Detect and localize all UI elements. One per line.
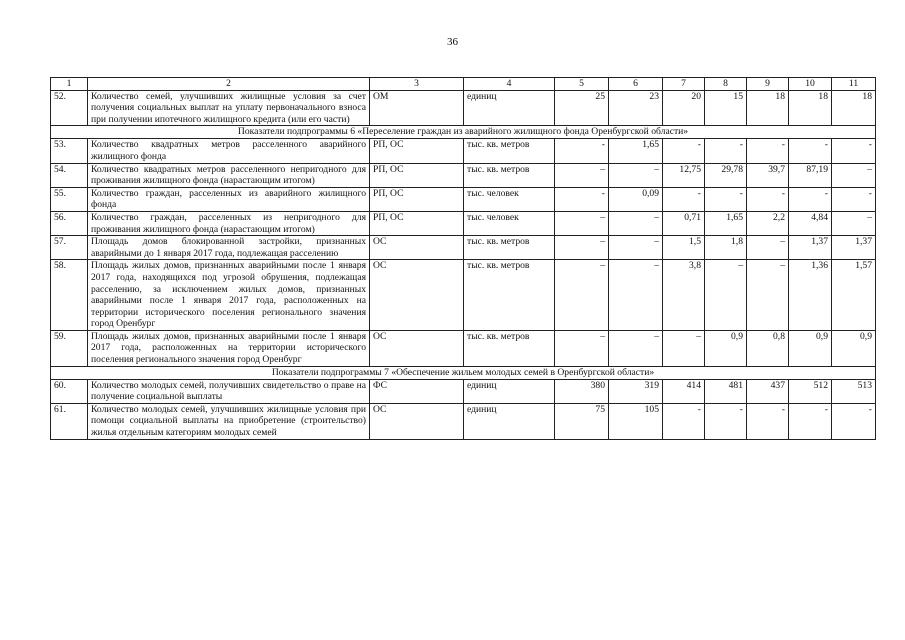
table-row	[51, 139, 876, 163]
column-number: 9	[747, 78, 789, 91]
data-source: РП, ОС	[370, 187, 464, 211]
value-cell: 1,37	[789, 236, 832, 260]
value-cell: 20	[663, 90, 705, 126]
value-cell: -	[705, 139, 747, 163]
value-cell: –	[609, 163, 663, 187]
column-number: 10	[789, 78, 832, 91]
unit-of-measure: единиц	[464, 403, 555, 439]
value-cell: -	[832, 403, 876, 439]
value-cell: –	[609, 236, 663, 260]
data-source: РП, ОС	[370, 163, 464, 187]
table-row	[51, 403, 876, 439]
indicator-name: Количество квадратных метров расселенного непригодного для проживания жилищного фонда (нарастающим итогом)	[88, 163, 370, 187]
table-row	[51, 163, 876, 187]
section-title: Показатели подпрограммы 6 «Переселение граждан из аварийного жилищного фонда Оренбургской области»	[51, 126, 876, 139]
section-title: Показатели подпрограммы 7 «Обеспечение жильем молодых семей в Оренбургской области»	[51, 366, 876, 379]
column-number: 11	[832, 78, 876, 91]
value-cell: 380	[555, 379, 609, 403]
unit-of-measure: тыс. кв. метров	[464, 163, 555, 187]
value-cell: 1,65	[609, 139, 663, 163]
value-cell: 512	[789, 379, 832, 403]
value-cell: –	[832, 211, 876, 235]
value-cell: -	[789, 139, 832, 163]
value-cell: 23	[609, 90, 663, 126]
value-cell: 0,9	[789, 330, 832, 366]
value-cell: -	[555, 187, 609, 211]
row-number: 55.	[51, 187, 88, 211]
value-cell: 0,09	[609, 187, 663, 211]
column-number: 5	[555, 78, 609, 91]
row-number: 57.	[51, 236, 88, 260]
value-cell: 18	[832, 90, 876, 126]
value-cell: 12,75	[663, 163, 705, 187]
unit-of-measure: тыс. кв. метров	[464, 139, 555, 163]
value-cell: 481	[705, 379, 747, 403]
value-cell: –	[609, 330, 663, 366]
value-cell: –	[832, 163, 876, 187]
value-cell: -	[663, 139, 705, 163]
value-cell: 15	[705, 90, 747, 126]
value-cell: 39,7	[747, 163, 789, 187]
indicator-name: Количество семей, улучшивших жилищные условия за счет получения социальных выплат на уплату первоначального взноса при получении ипотечного жилищного кредита (или его части)	[88, 90, 370, 126]
value-cell: 414	[663, 379, 705, 403]
value-cell: 18	[747, 90, 789, 126]
value-cell: –	[555, 260, 609, 331]
value-cell: 1,57	[832, 260, 876, 331]
indicator-name: Количество квадратных метров расселенного аварийного жилищного фонда	[88, 139, 370, 163]
value-cell: 1,65	[705, 211, 747, 235]
value-cell: 3,8	[663, 260, 705, 331]
value-cell: -	[747, 139, 789, 163]
data-source: ОС	[370, 330, 464, 366]
row-number: 54.	[51, 163, 88, 187]
value-cell: -	[789, 187, 832, 211]
value-cell: –	[609, 211, 663, 235]
value-cell: –	[747, 236, 789, 260]
value-cell: 105	[609, 403, 663, 439]
unit-of-measure: единиц	[464, 90, 555, 126]
value-cell: –	[663, 330, 705, 366]
indicator-name: Площадь жилых домов, признанных аварийными после 1 января 2017 года, находящихся под угрозой обрушения, подлежащая расселению, за исключением жилых домов, признанных аварийными после 1 января 2017 года, расположенных на территории исторического поселения регионального значения город Оренбург	[88, 260, 370, 331]
unit-of-measure: тыс. кв. метров	[464, 260, 555, 331]
row-number: 59.	[51, 330, 88, 366]
indicator-name: Площадь жилых домов, признанных аварийными после 1 января 2017 года, расположенных на территории исторического поселения регионального значения город Оренбург	[88, 330, 370, 366]
value-cell: 1,5	[663, 236, 705, 260]
value-cell: -	[663, 403, 705, 439]
value-cell: –	[705, 260, 747, 331]
value-cell: 29,78	[705, 163, 747, 187]
value-cell: 437	[747, 379, 789, 403]
column-number: 1	[51, 78, 88, 91]
data-source: РП, ОС	[370, 211, 464, 235]
unit-of-measure: единиц	[464, 379, 555, 403]
value-cell: -	[832, 187, 876, 211]
value-cell: 1,37	[832, 236, 876, 260]
value-cell: –	[555, 163, 609, 187]
value-cell: 0,9	[705, 330, 747, 366]
table-row	[51, 330, 876, 366]
unit-of-measure: тыс. человек	[464, 187, 555, 211]
value-cell: –	[555, 236, 609, 260]
row-number: 56.	[51, 211, 88, 235]
indicator-name: Площадь домов блокированной застройки, признанных аварийными до 1 января 2017 года, подлежащая расселению	[88, 236, 370, 260]
value-cell: –	[609, 260, 663, 331]
value-cell: 513	[832, 379, 876, 403]
value-cell: -	[747, 187, 789, 211]
table-body	[51, 78, 876, 440]
value-cell: 0,71	[663, 211, 705, 235]
data-source: ОМ	[370, 90, 464, 126]
value-cell: 0,8	[747, 330, 789, 366]
indicator-name: Количество граждан, расселенных из непригодного для проживания жилищного фонда (нарастающим итогом)	[88, 211, 370, 235]
section-header-row	[51, 366, 876, 379]
value-cell: 75	[555, 403, 609, 439]
value-cell: 2,2	[747, 211, 789, 235]
value-cell: 87,19	[789, 163, 832, 187]
data-source: ОС	[370, 403, 464, 439]
value-cell: 0,9	[832, 330, 876, 366]
row-number: 52.	[51, 90, 88, 126]
table-row	[51, 211, 876, 235]
value-cell: 25	[555, 90, 609, 126]
value-cell: -	[555, 139, 609, 163]
column-number-row	[51, 78, 876, 91]
value-cell: -	[747, 403, 789, 439]
value-cell: –	[555, 211, 609, 235]
indicators-table	[50, 77, 876, 440]
indicator-name: Количество молодых семей, получивших свидетельство о праве на получение социальной выплаты	[88, 379, 370, 403]
table-row	[51, 90, 876, 126]
value-cell: -	[832, 139, 876, 163]
value-cell: -	[705, 187, 747, 211]
unit-of-measure: тыс. кв. метров	[464, 330, 555, 366]
data-source: РП, ОС	[370, 139, 464, 163]
column-number: 7	[663, 78, 705, 91]
column-number: 4	[464, 78, 555, 91]
column-number: 2	[88, 78, 370, 91]
value-cell: -	[663, 187, 705, 211]
data-source: ОС	[370, 236, 464, 260]
table-row	[51, 260, 876, 331]
data-source: ОС	[370, 260, 464, 331]
data-source: ФС	[370, 379, 464, 403]
indicator-name: Количество молодых семей, улучшивших жилищные условия при помощи социальной выплаты на приобретение (строительство) жилья отдельным категориям молодых семей	[88, 403, 370, 439]
row-number: 58.	[51, 260, 88, 331]
value-cell: 18	[789, 90, 832, 126]
value-cell: 1,36	[789, 260, 832, 331]
value-cell: 319	[609, 379, 663, 403]
value-cell: –	[747, 260, 789, 331]
table-row	[51, 379, 876, 403]
row-number: 61.	[51, 403, 88, 439]
table-row	[51, 187, 876, 211]
unit-of-measure: тыс. человек	[464, 211, 555, 235]
value-cell: 1,8	[705, 236, 747, 260]
value-cell: -	[789, 403, 832, 439]
indicator-name: Количество граждан, расселенных из аварийного жилищного фонда	[88, 187, 370, 211]
section-header-row	[51, 126, 876, 139]
row-number: 60.	[51, 379, 88, 403]
unit-of-measure: тыс. кв. метров	[464, 236, 555, 260]
column-number: 6	[609, 78, 663, 91]
value-cell: -	[705, 403, 747, 439]
value-cell: –	[555, 330, 609, 366]
column-number: 3	[370, 78, 464, 91]
page-number: 36	[447, 36, 458, 48]
table-row	[51, 236, 876, 260]
row-number: 53.	[51, 139, 88, 163]
column-number: 8	[705, 78, 747, 91]
value-cell: 4,84	[789, 211, 832, 235]
